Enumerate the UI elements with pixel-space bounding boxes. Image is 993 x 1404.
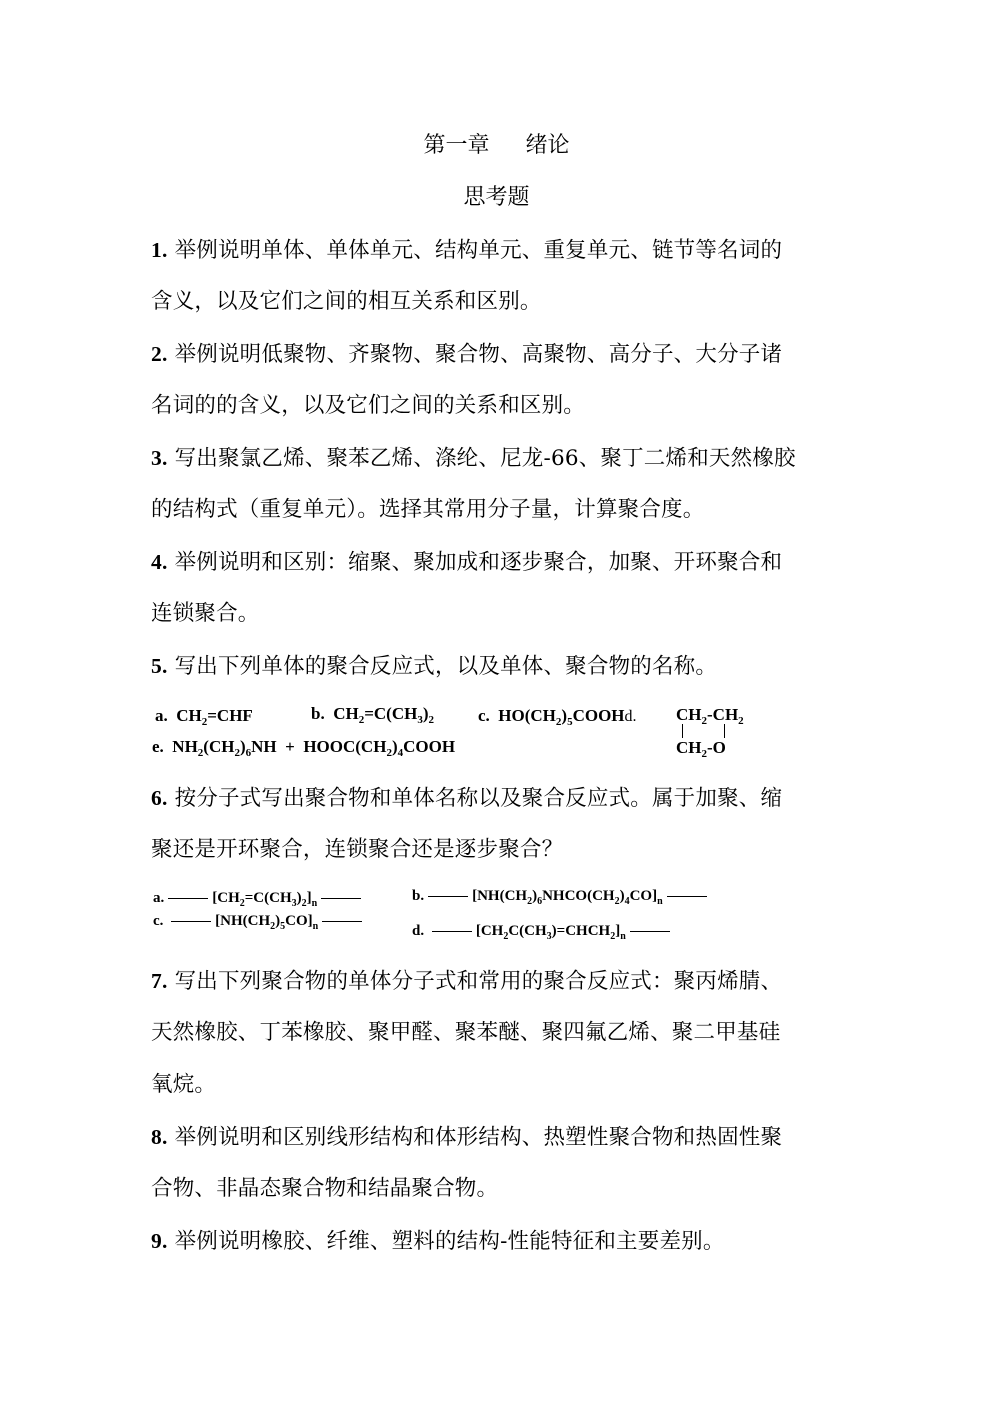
question-number: 2. — [151, 342, 168, 366]
question-6-line-2: 聚还是开环聚合，连锁聚合还是逐步聚合？ — [151, 837, 564, 862]
q6-formula-d: d. $[CH_2C(CH_3)=CHCH_2]_n$ — [412, 921, 674, 941]
question-7-line-3: 氧烷。 — [151, 1072, 217, 1097]
question-number: 4. — [151, 550, 168, 574]
q6-formula-a: a. $[CH_2=C(CH_3)_2]_n$ — [153, 888, 365, 908]
q5-formula-d-top: $CH_2-CH_2$ — [676, 705, 744, 727]
question-1-line-2: 含义，以及它们之间的相互关系和区别。 — [151, 289, 542, 314]
question-2-line-2: 名词的的含义，以及它们之间的关系和区别。 — [151, 393, 586, 418]
chapter-number: 第一章 — [423, 133, 490, 158]
question-8-line-1: 8. 举例说明和区别线形结构和体形结构、热塑性聚合物和热固性聚 — [151, 1125, 783, 1150]
q6-formula-b: b. $[NH(CH_2)_6NHCO(CH_2)_4CO]_n$ — [412, 886, 711, 906]
question-4-line-1: 4. 举例说明和区别：缩聚、聚加成和逐步聚合，加聚、开环聚合和 — [151, 550, 783, 575]
question-3-line-2: 的结构式（重复单元）。选择其常用分子量，计算聚合度。 — [151, 497, 705, 522]
question-number: 5. — [151, 654, 168, 678]
q5-formula-e: e. $NH_2(CH_2)_6NH$ + $HOOC(CH_2)_4COOH$ — [152, 737, 456, 759]
bond-line — [724, 724, 725, 738]
question-number: 3. — [151, 446, 168, 470]
q5-formula-d-bottom: $CH_2-O$ — [676, 738, 726, 760]
question-1-line-1: 1. 举例说明单体、单体单元、结构单元、重复单元、链节等名词的 — [151, 238, 783, 263]
question-9-line-1: 9. 举例说明橡胶、纤维、塑料的结构-性能特征和主要差别。 — [151, 1229, 725, 1254]
q5-formula-a: a. $CH_2=CHF$ — [155, 706, 253, 728]
chapter-name: 绪论 — [525, 133, 570, 158]
question-3-line-1: 3. 写出聚氯乙烯、聚苯乙烯、涤纶、尼龙-66、聚丁二烯和天然橡胶 — [151, 446, 796, 471]
question-number: 6. — [151, 786, 168, 810]
section-title: 思考题 — [463, 185, 530, 210]
question-7-line-1: 7. 写出下列聚合物的单体分子式和常用的聚合反应式：聚丙烯腈、 — [151, 969, 783, 994]
question-6-line-1: 6. 按分子式写出聚合物和单体名称以及聚合反应式。属于加聚、缩 — [151, 786, 783, 811]
question-4-line-2: 连锁聚合。 — [151, 601, 260, 626]
question-2-line-1: 2. 举例说明低聚物、齐聚物、聚合物、高聚物、高分子、大分子诸 — [151, 342, 783, 367]
chapter-heading — [0, 131, 993, 161]
question-number: 7. — [151, 969, 168, 993]
q6-formula-c: c. $[NH(CH_2)_5CO]_n$ — [153, 911, 366, 931]
bond-line — [682, 724, 683, 738]
question-7-line-2: 天然橡胶、丁苯橡胶、聚甲醛、聚苯醚、聚四氟乙烯、聚二甲基硅 — [151, 1020, 781, 1045]
question-5-line-1: 5. 写出下列单体的聚合反应式，以及单体、聚合物的名称。 — [151, 654, 718, 679]
question-8-line-2: 合物、非晶态聚合物和结晶聚合物。 — [151, 1176, 499, 1201]
question-number: 9. — [151, 1229, 168, 1253]
q5-formula-c: c. $HO(CH_2)_5COOHd$. — [478, 706, 637, 728]
q5-formula-b: b. $CH_2=C(CH_3)_2$ — [311, 704, 435, 726]
question-number: 8. — [151, 1125, 168, 1149]
question-number: 1. — [151, 238, 168, 262]
